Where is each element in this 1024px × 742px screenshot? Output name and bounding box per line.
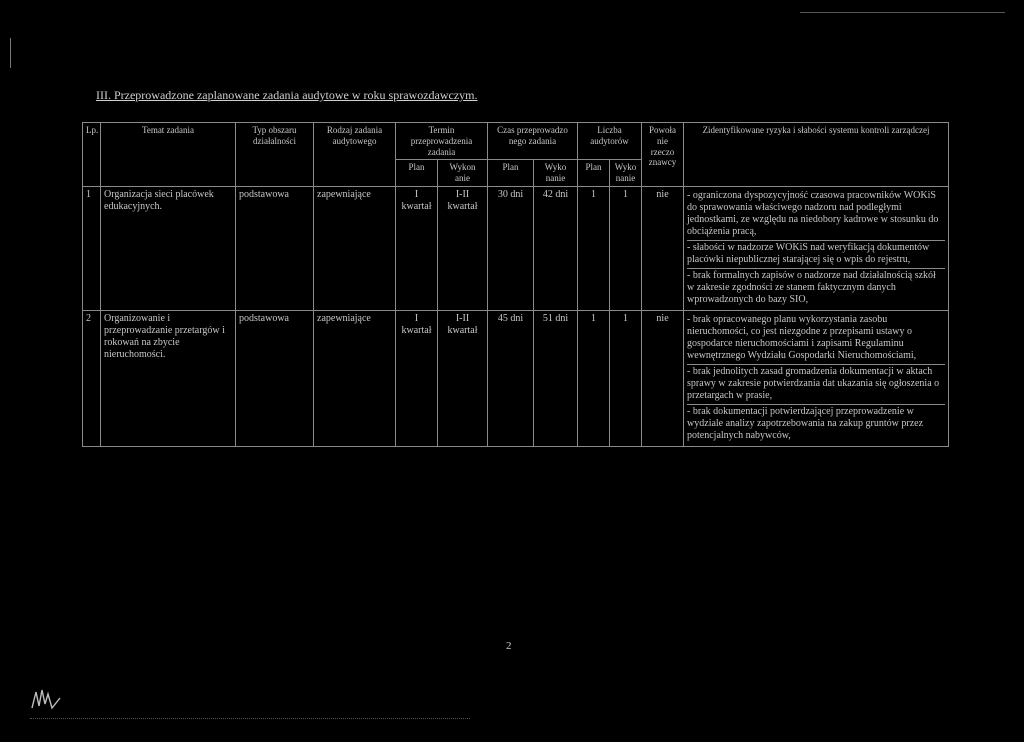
cell-task-kind: zapewniające <box>314 310 396 446</box>
cell-lp: 1 <box>83 186 101 310</box>
col-deadline: Termin przeprowadzenia zadania <box>396 123 488 160</box>
cell-deadline-done: I-II kwartał <box>438 310 488 446</box>
table-row <box>83 186 949 310</box>
risk-list <box>687 189 945 308</box>
col-risks: Zidentyfikowane ryzyka i słabości systemu kontroli zarządczej <box>684 123 949 187</box>
cell-risks <box>684 310 949 446</box>
audit-tasks-table <box>82 122 949 447</box>
sub-plan: Plan <box>488 160 534 187</box>
risk-item: - ograniczona dyspozycyjność czasowa pracowników WOKiS do sprawowania właściwego nadzoru nad podległymi jednostkami, ze względu na niedobory kadrowe w stosunku do obciążenia pracą, <box>687 189 945 241</box>
page-number: 2 <box>506 640 512 652</box>
risk-item: - brak formalnych zapisów o nadzorze nad działalnością szkół w zakresie zgodności ze stanem faktycznym danych wprowadzonych do bazy SIO, <box>687 269 936 305</box>
top-rule <box>800 12 1005 13</box>
col-lp: Lp. <box>83 123 101 187</box>
cell-expert: nie <box>642 186 684 310</box>
cell-auditors-plan: 1 <box>578 310 610 446</box>
risk-item: - brak dokumentacji potwierdzającej przeprowadzenie w wydziale analizy zapotrzebowania na zakup gruntów przez potencjalnych nabywców, <box>687 405 924 441</box>
cell-lp: 2 <box>83 310 101 446</box>
cell-auditors-plan: 1 <box>578 186 610 310</box>
cell-deadline-plan: I kwartał <box>396 310 438 446</box>
cell-expert: nie <box>642 310 684 446</box>
sub-plan: Plan <box>396 160 438 187</box>
risk-item: - słabości w nadzorze WOKiS nad weryfikacją dokumentów placówki niepublicznej starającej się o wpis do rejestru, <box>687 241 945 269</box>
col-expert: Powoła nie rzeczo znawcy <box>642 123 684 187</box>
signature-mark <box>30 686 64 712</box>
cell-duration-done: 42 dni <box>534 186 578 310</box>
cell-topic: Organizacja sieci placówek edukacyjnych. <box>101 186 236 310</box>
col-area-type: Typ obszaru działalności <box>236 123 314 187</box>
cell-area-type: podstawowa <box>236 186 314 310</box>
col-task-kind: Rodzaj zadania audytowego <box>314 123 396 187</box>
risk-item: - brak jednolitych zasad gromadzenia dokumentacji w aktach sprawy w zakresie potwierdzania dat ukazania się ogłoszenia o przetargach w prasie, <box>687 365 945 405</box>
cell-duration-plan: 45 dni <box>488 310 534 446</box>
footer-rule <box>30 718 470 719</box>
risk-list <box>687 313 945 444</box>
col-topic: Temat zadania <box>101 123 236 187</box>
sub-done: Wykon anie <box>438 160 488 187</box>
section-heading: III. Przeprowadzone zaplanowane zadania audytowe w roku sprawozdawczym. <box>96 88 478 102</box>
sub-done: Wyko nanie <box>610 160 642 187</box>
margin-mark <box>10 38 11 68</box>
cell-deadline-plan: I kwartał <box>396 186 438 310</box>
table-row <box>83 310 949 446</box>
cell-auditors-done: 1 <box>610 186 642 310</box>
cell-risks <box>684 186 949 310</box>
cell-topic: Organizowanie i przeprowadzanie przetargów i rokowań na zbycie nieruchomości. <box>101 310 236 446</box>
cell-auditors-done: 1 <box>610 310 642 446</box>
header-row <box>83 123 949 160</box>
cell-duration-done: 51 dni <box>534 310 578 446</box>
cell-deadline-done: I-II kwartał <box>438 186 488 310</box>
risk-item: - brak opracowanego planu wykorzystania zasobu nieruchomości, co jest niezgodne z przepisami ustawy o gospodarce nieruchomościami i zapisami Regulaminu wewnętrznego Wydziału Gospodarki Nieruchomościami, <box>687 313 945 365</box>
cell-area-type: podstawowa <box>236 310 314 446</box>
sub-plan: Plan <box>578 160 610 187</box>
sub-done: Wyko nanie <box>534 160 578 187</box>
cell-duration-plan: 30 dni <box>488 186 534 310</box>
col-auditors: Liczba audytorów <box>578 123 642 160</box>
col-duration: Czas przeprowadzo nego zadania <box>488 123 578 160</box>
cell-task-kind: zapewniające <box>314 186 396 310</box>
